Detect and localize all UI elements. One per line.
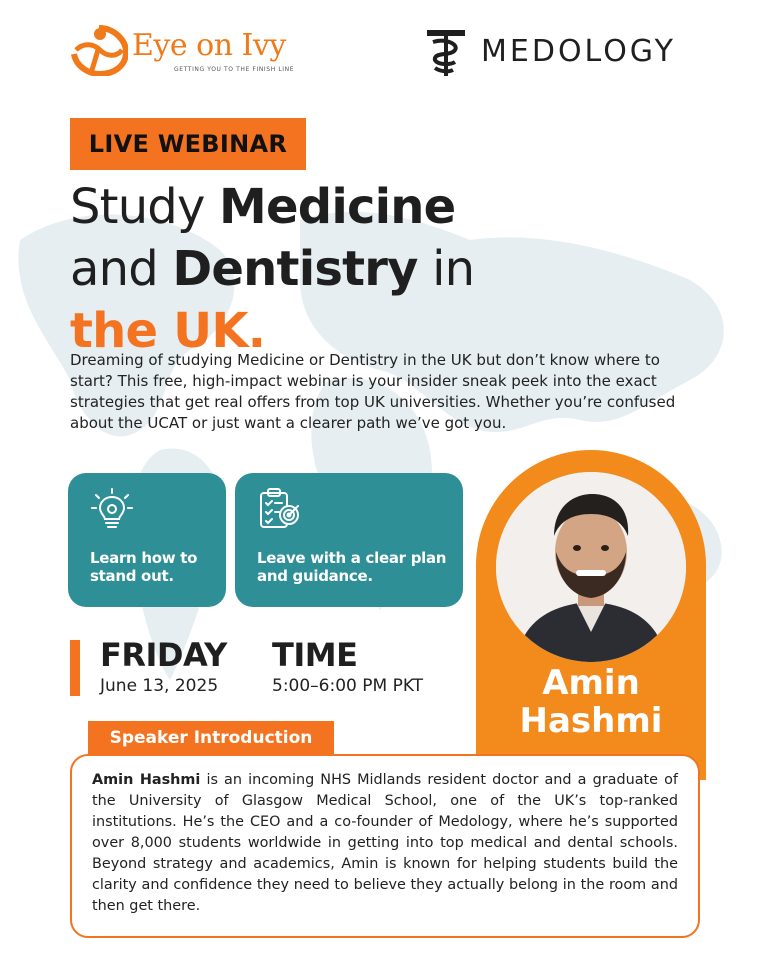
title-medicine: Medicine (219, 179, 456, 235)
speaker-photo (496, 472, 686, 662)
eye-on-ivy-tagline: GETTING YOU TO THE FINISH LINE (174, 66, 295, 73)
speaker-portrait (496, 472, 686, 662)
event-date: June 13, 2025 (100, 676, 219, 696)
speaker-last-name: Hashmi (519, 701, 663, 741)
eye-on-ivy-emblem-icon (70, 24, 128, 76)
clipboard-target-icon (257, 487, 301, 531)
title-study: Study (70, 179, 220, 235)
feature-text-stand-out: Learn how to stand out. (90, 549, 198, 585)
caduceus-icon (425, 28, 467, 78)
eye-on-ivy-wordmark: Eye on Ivy (132, 28, 286, 63)
medology-logo (425, 28, 705, 78)
speaker-bio-name: Amin Hashmi (92, 772, 201, 788)
feature-card-clear-plan (235, 473, 463, 607)
feature-card-stand-out (68, 473, 226, 607)
live-webinar-badge: LIVE WEBINAR (70, 118, 306, 170)
eye-on-ivy-logo (70, 22, 320, 80)
medology-wordmark: MEDOLOGY (481, 34, 676, 69)
title-dentistry: Dentistry (172, 241, 418, 297)
speaker-name (476, 664, 706, 740)
feature-text-clear-plan: Leave with a clear plan and guidance. (257, 549, 447, 585)
event-time: 5:00–6:00 PM PKT (272, 676, 424, 696)
webinar-description: Dreaming of studying Medicine or Dentistry in the UK but don’t know where to start? This free, high-impact webinar is your insider sneak peek into the exact strategies that get real offers from top UK universities. Whether you’re confused about the UCAT or just want a clearer path we’ve got you. (70, 351, 676, 432)
title-the-uk: the UK. (70, 303, 266, 359)
page-title (70, 176, 474, 362)
event-day: FRIDAY (100, 636, 227, 674)
speaker-introduction-label: Speaker Introduction (88, 721, 334, 755)
speaker-first-name: Amin (542, 663, 640, 703)
lightbulb-icon (90, 487, 134, 531)
date-accent-bar (70, 640, 80, 696)
speaker-bio-text: is an incoming NHS Midlands resident doctor and a graduate of the University of Glasgow Medical School, one of the UK’s top-ranked institutions. He’s the CEO and a co-founder of Medology, where he’s supported over 8,000 students worldwide in getting into top medical and dental schools. Beyond strategy and academics, Amin is known for helping students build the clarity and confidence they need to believe they actually belong in the room and then get there. (92, 772, 678, 914)
title-in: in (417, 241, 475, 297)
speaker-bio (70, 754, 700, 938)
title-and: and (70, 241, 173, 297)
time-heading: TIME (272, 636, 358, 674)
